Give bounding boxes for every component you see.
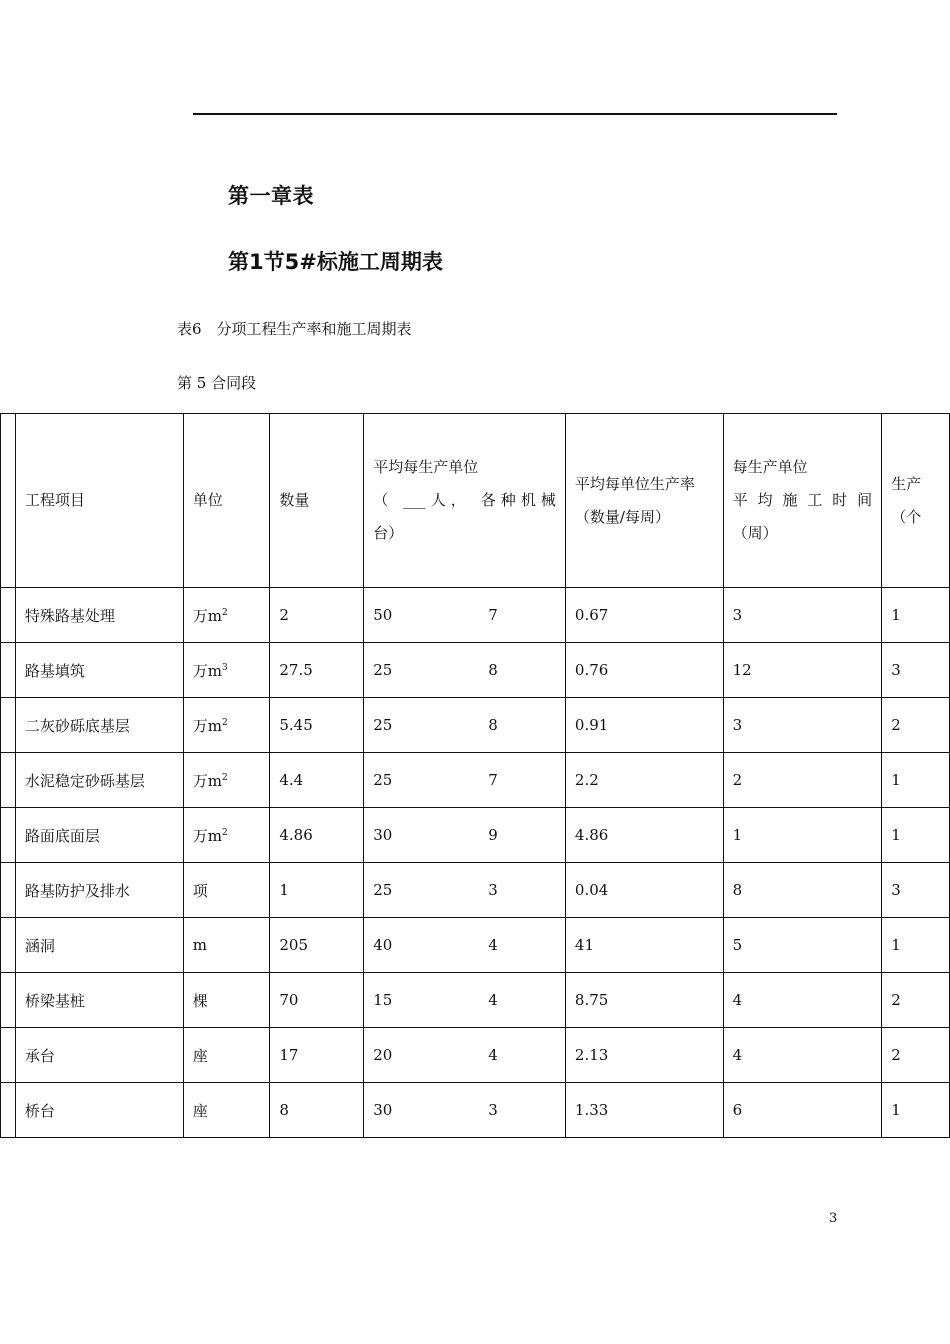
- cell-machines: 4: [488, 936, 498, 954]
- header-unit: [183, 414, 270, 588]
- edge-cell: [1, 588, 16, 643]
- cell-quantity: 27.5: [270, 643, 364, 698]
- header-item: [15, 414, 183, 588]
- cell-machines: 4: [488, 1046, 498, 1064]
- header-resources-line2: （ ___人， 各种机械: [373, 491, 556, 509]
- cell-unit: [183, 1083, 270, 1138]
- edge-cell: [1, 414, 16, 588]
- table-row: [1, 698, 950, 753]
- cell-item: 承台: [15, 1028, 183, 1083]
- cell-people: 50: [373, 606, 393, 624]
- cell-quantity: 1: [270, 863, 364, 918]
- cell-last: 1: [882, 753, 950, 808]
- cell-unit: [183, 863, 270, 918]
- cell-item: 二灰砂砾底基层: [15, 698, 183, 753]
- cell-last: 2: [882, 698, 950, 753]
- header-time-line2: 平 均 施 工 时 间: [732, 491, 873, 509]
- cell-time: 1: [723, 808, 882, 863]
- table-row: [1, 1028, 950, 1083]
- cell-people: 20: [373, 1046, 393, 1064]
- cell-rate: 4.86: [565, 808, 723, 863]
- cell-rate: 0.91: [565, 698, 723, 753]
- unit-text: 棵: [192, 991, 208, 1010]
- cell-machines: 3: [488, 881, 498, 899]
- cell-time: 12: [723, 643, 882, 698]
- cell-people: 25: [373, 716, 393, 734]
- edge-cell: [1, 1028, 16, 1083]
- cell-time: 8: [723, 863, 882, 918]
- header-rate-line2: （数量/每周）: [574, 507, 670, 526]
- cell-item: 特殊路基处理: [15, 588, 183, 643]
- header-time-line1: 每生产单位: [732, 458, 808, 476]
- cell-machines: 8: [488, 716, 498, 734]
- cell-quantity: 4.4: [270, 753, 364, 808]
- section-title: 第1节5#标施工周期表: [228, 250, 443, 274]
- cell-last: 1: [882, 1083, 950, 1138]
- cell-rate: 8.75: [565, 973, 723, 1028]
- cell-resources: [364, 698, 566, 753]
- table-row: [1, 1083, 950, 1138]
- cell-unit: [183, 753, 270, 808]
- cell-resources: [364, 753, 566, 808]
- edge-cell: [1, 753, 16, 808]
- cell-quantity: 2: [270, 588, 364, 643]
- unit-superscript: 2: [222, 717, 228, 728]
- cell-quantity: 4.86: [270, 808, 364, 863]
- schedule-table: [0, 413, 950, 1138]
- edge-cell: [1, 698, 16, 753]
- cell-quantity: 70: [270, 973, 364, 1028]
- unit-superscript: 2: [222, 772, 228, 783]
- cell-last: 3: [882, 863, 950, 918]
- unit-text: 万m: [192, 826, 222, 845]
- cell-resources: [364, 643, 566, 698]
- cell-resources: [364, 1083, 566, 1138]
- edge-cell: [1, 1083, 16, 1138]
- cell-resources: [364, 1028, 566, 1083]
- cell-machines: 9: [488, 826, 498, 844]
- unit-superscript: 2: [222, 607, 228, 618]
- cell-item: 涵洞: [15, 918, 183, 973]
- edge-cell: [1, 973, 16, 1028]
- cell-people: 25: [373, 661, 393, 679]
- table-row: [1, 863, 950, 918]
- header-rate: [565, 414, 723, 588]
- header-item-label: 工程项目: [24, 491, 85, 509]
- cell-people: 30: [373, 1101, 393, 1119]
- cell-time: 4: [723, 973, 882, 1028]
- cell-rate: 2.2: [565, 753, 723, 808]
- cell-last: 2: [882, 1028, 950, 1083]
- header-time-line3: （周）: [732, 524, 778, 542]
- header-rule: [193, 113, 837, 115]
- table-row: [1, 918, 950, 973]
- page-number: 3: [829, 1211, 838, 1226]
- cell-item: 路面底面层: [15, 808, 183, 863]
- cell-quantity: 205: [270, 918, 364, 973]
- cell-rate: 0.04: [565, 863, 723, 918]
- cell-people: 25: [373, 771, 393, 789]
- cell-resources: [364, 918, 566, 973]
- header-quantity: [270, 414, 364, 588]
- cell-unit: [183, 918, 270, 973]
- cell-last: 1: [882, 588, 950, 643]
- cell-people: 40: [373, 936, 393, 954]
- header-quantity-label: 数量: [279, 491, 310, 509]
- cell-item: 路基防护及排水: [15, 863, 183, 918]
- cell-item: 路基填筑: [15, 643, 183, 698]
- header-last-line1: 生产: [891, 474, 922, 493]
- cell-resources: [364, 973, 566, 1028]
- cell-rate: 1.33: [565, 1083, 723, 1138]
- edge-cell: [1, 643, 16, 698]
- unit-text: 座: [192, 1046, 208, 1065]
- table-row: [1, 753, 950, 808]
- edge-cell: [1, 808, 16, 863]
- cell-people: 15: [373, 991, 393, 1009]
- cell-quantity: 17: [270, 1028, 364, 1083]
- header-last: [882, 414, 950, 588]
- cell-machines: 8: [488, 661, 498, 679]
- cell-unit: [183, 973, 270, 1028]
- cell-rate: 2.13: [565, 1028, 723, 1083]
- edge-cell: [1, 918, 16, 973]
- cell-unit: [183, 1028, 270, 1083]
- cell-machines: 4: [488, 991, 498, 1009]
- cell-resources: [364, 588, 566, 643]
- unit-text: 项: [192, 881, 208, 900]
- cell-last: 1: [882, 918, 950, 973]
- cell-unit: [183, 643, 270, 698]
- contract-section-label: 第 5 合同段: [177, 374, 257, 392]
- unit-text: 座: [192, 1101, 208, 1120]
- cell-unit: [183, 588, 270, 643]
- cell-last: 3: [882, 643, 950, 698]
- table-caption: 表6 分项工程生产率和施工周期表: [177, 320, 412, 338]
- table-row: [1, 643, 950, 698]
- unit-text: 万m: [192, 771, 222, 790]
- table-header-row: [1, 414, 950, 588]
- cell-time: 4: [723, 1028, 882, 1083]
- cell-item: 水泥稳定砂砾基层: [15, 753, 183, 808]
- unit-superscript: 3: [222, 662, 228, 673]
- cell-people: 30: [373, 826, 393, 844]
- cell-resources: [364, 808, 566, 863]
- unit-text: m: [192, 936, 207, 954]
- unit-text: 万m: [192, 716, 222, 735]
- chapter-title: 第一章表: [228, 184, 314, 208]
- cell-time: 6: [723, 1083, 882, 1138]
- unit-superscript: 2: [222, 827, 228, 838]
- cell-item: 桥梁基桩: [15, 973, 183, 1028]
- header-time: [723, 414, 882, 588]
- cell-time: 5: [723, 918, 882, 973]
- header-rate-line1: 平均每单位生产率: [574, 474, 695, 493]
- unit-text: 万m: [192, 661, 222, 680]
- cell-machines: 7: [488, 606, 498, 624]
- cell-time: 2: [723, 753, 882, 808]
- header-resources: [364, 414, 566, 588]
- table-row: [1, 973, 950, 1028]
- cell-unit: [183, 808, 270, 863]
- table-row: [1, 588, 950, 643]
- cell-rate: 0.67: [565, 588, 723, 643]
- table-row: [1, 808, 950, 863]
- cell-quantity: 8: [270, 1083, 364, 1138]
- unit-text: 万m: [192, 606, 222, 625]
- cell-last: 2: [882, 973, 950, 1028]
- cell-time: 3: [723, 698, 882, 753]
- header-unit-label: 单位: [192, 491, 223, 509]
- cell-last: 1: [882, 808, 950, 863]
- cell-rate: 41: [565, 918, 723, 973]
- cell-unit: [183, 698, 270, 753]
- cell-machines: 7: [488, 771, 498, 789]
- header-last-line2: （个: [891, 507, 922, 526]
- header-resources-line3: 台）: [373, 524, 404, 542]
- cell-resources: [364, 863, 566, 918]
- cell-rate: 0.76: [565, 643, 723, 698]
- cell-quantity: 5.45: [270, 698, 364, 753]
- cell-time: 3: [723, 588, 882, 643]
- cell-people: 25: [373, 881, 393, 899]
- cell-machines: 3: [488, 1101, 498, 1119]
- header-resources-line1: 平均每生产单位: [373, 458, 479, 476]
- edge-cell: [1, 863, 16, 918]
- cell-item: 桥台: [15, 1083, 183, 1138]
